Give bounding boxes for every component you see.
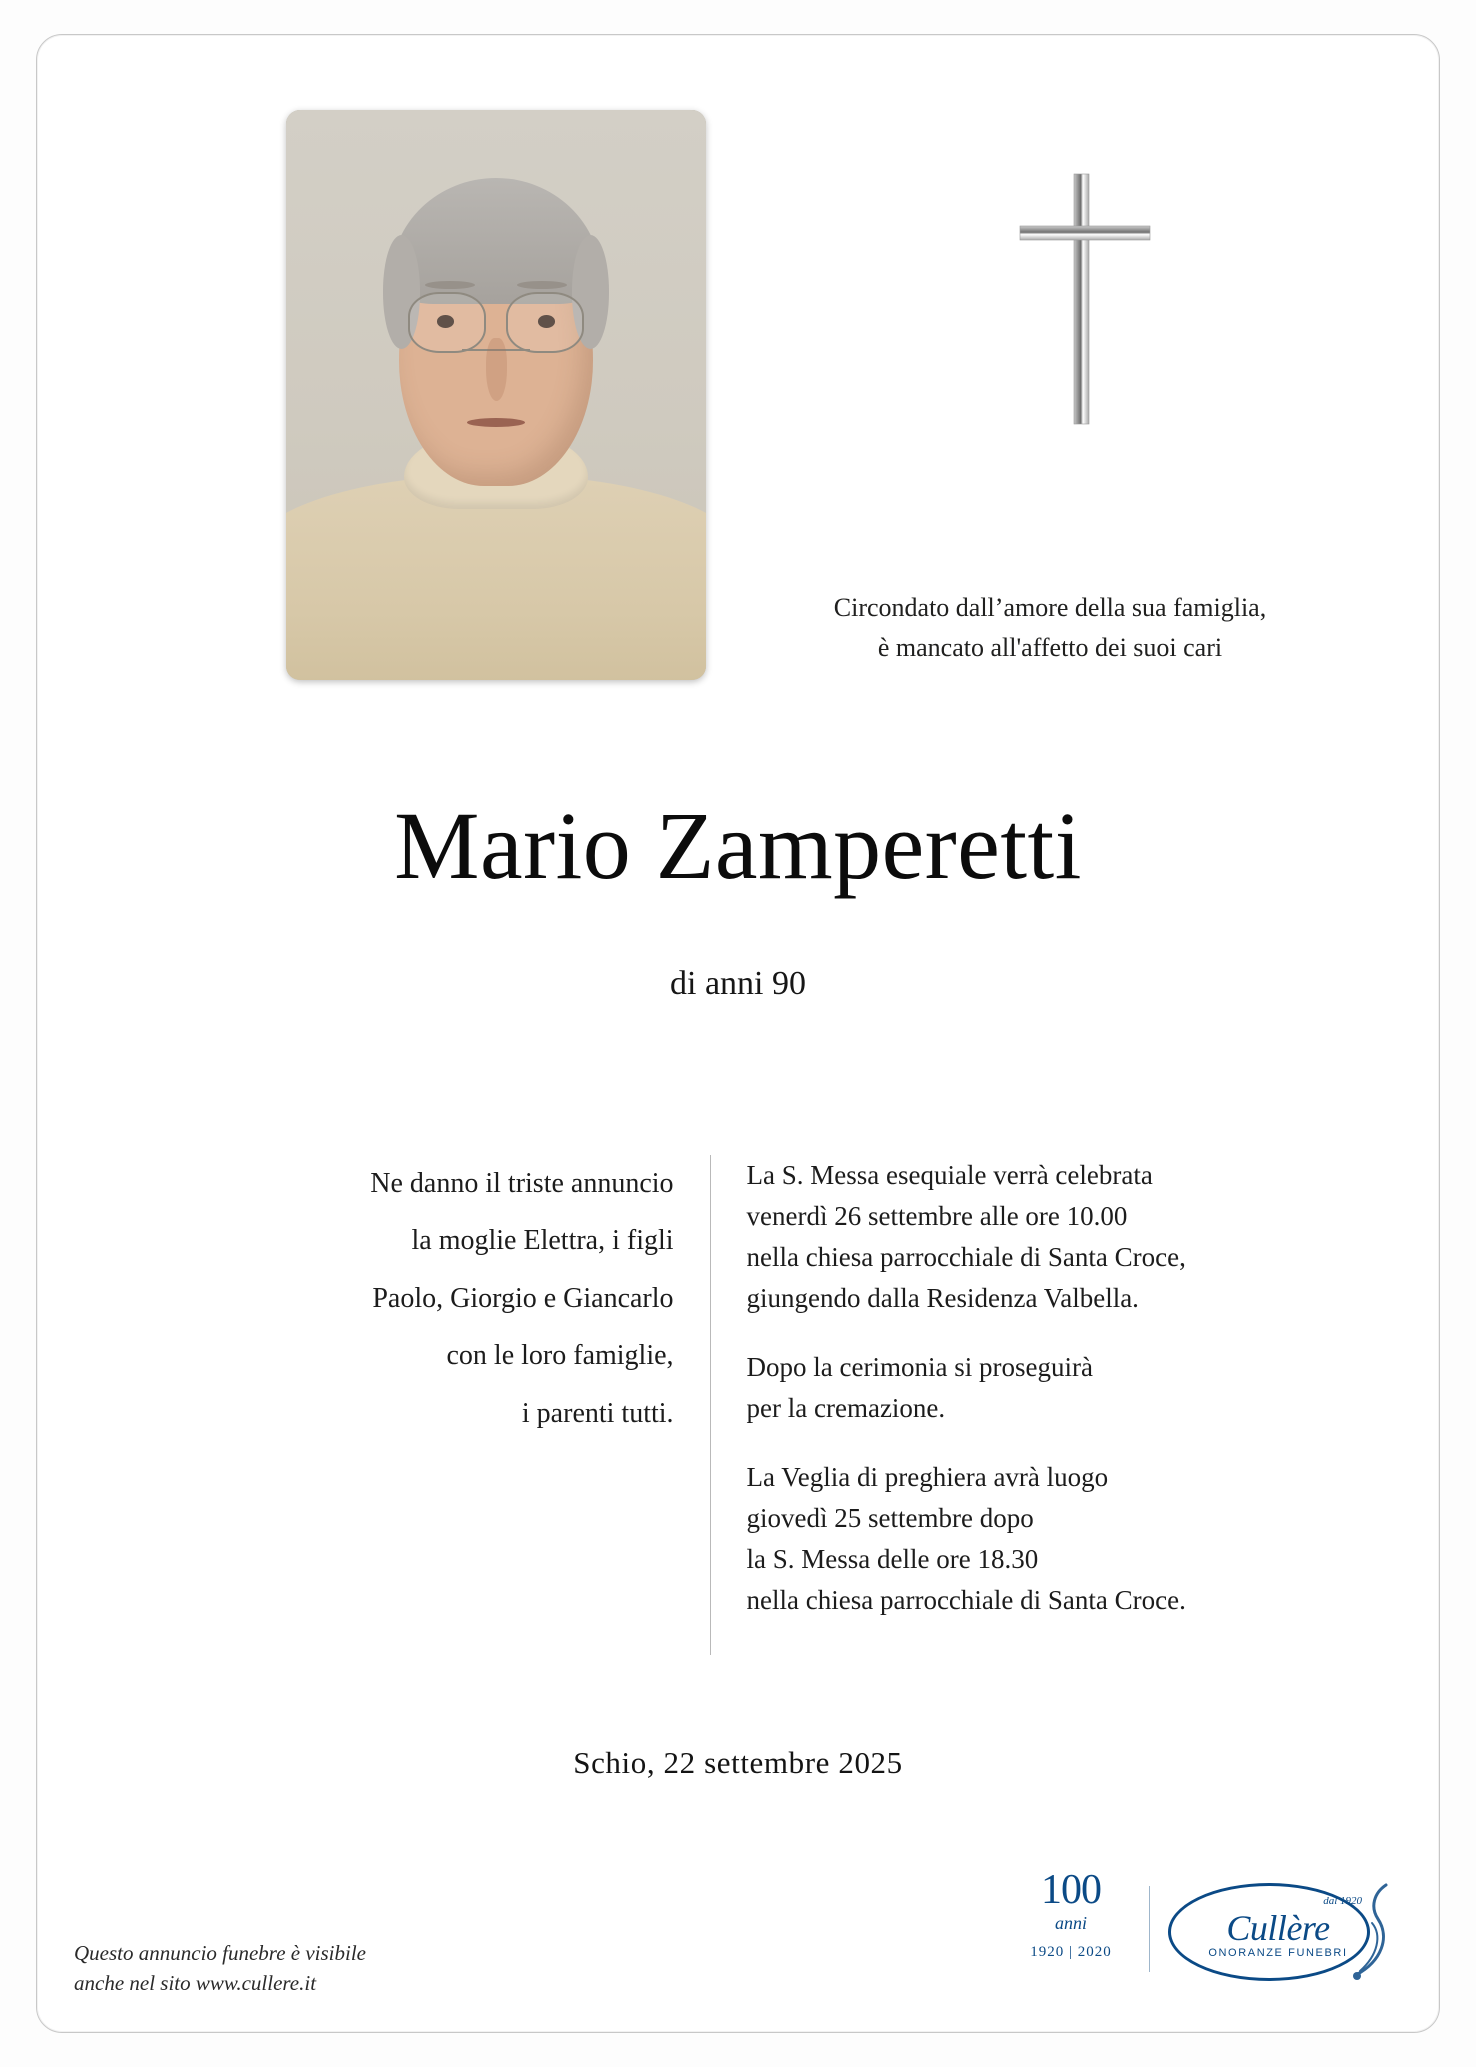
service-line: La Veglia di preghiera avrà luogo xyxy=(746,1462,1109,1493)
deceased-name: Mario Zamperetti xyxy=(394,792,1082,899)
page-border xyxy=(36,34,1440,2033)
intro-line: Circondato dall’amore della sua famiglia, xyxy=(833,593,1267,622)
service-column xyxy=(711,1155,1250,1655)
family-line: la moglie Elettra, i figli xyxy=(411,1225,674,1257)
anniversary-word: anni xyxy=(1054,1913,1087,1933)
latin-cross-icon xyxy=(1010,170,1170,430)
service-line: venerdì 26 settembre alle ore 10.00 xyxy=(746,1201,1128,1232)
place-and-date: Schio, 22 settembre 2025 xyxy=(573,1745,903,1780)
service-line: La S. Messa esequiale verrà celebrata xyxy=(746,1160,1153,1190)
service-line: giungendo dalla Residenza Valbella. xyxy=(746,1283,1139,1314)
service-line: per la cremazione. xyxy=(746,1393,946,1424)
service-line: la S. Messa delle ore 18.30 xyxy=(746,1544,1039,1575)
service-block-mass xyxy=(747,1155,1250,1319)
service-line: nella chiesa parrocchiale di Santa Croce. xyxy=(746,1585,1186,1616)
portrait-photo xyxy=(286,110,706,680)
service-line: giovedì 25 settembre dopo xyxy=(746,1503,1034,1534)
family-column xyxy=(250,1155,710,1655)
anniversary-years: 1920 | 2020 xyxy=(1030,1944,1112,1960)
service-block-vigil xyxy=(747,1457,1250,1621)
footer-logos xyxy=(1011,1869,1388,1989)
family-line: con le loro famiglie, xyxy=(446,1340,674,1372)
service-block-cremation xyxy=(747,1347,1250,1429)
intro-text xyxy=(740,588,1360,667)
company-logo xyxy=(1168,1869,1388,1989)
family-line: i parenti tutti. xyxy=(521,1397,674,1429)
website-note xyxy=(74,1938,366,1999)
anniversary-number: 100 xyxy=(1041,1867,1101,1913)
service-line: nella chiesa parrocchiale di Santa Croce, xyxy=(746,1242,1186,1273)
anniversary-logo xyxy=(1011,1869,1131,1989)
deceased-age: di anni 90 xyxy=(670,965,806,1002)
family-line: Ne danno il triste annuncio xyxy=(370,1168,674,1199)
service-line: Dopo la cerimonia si proseguirà xyxy=(746,1352,1093,1383)
website-note-line: Questo annuncio funebre è visibile xyxy=(74,1941,366,1965)
website-note-line: anche nel sito www.cullere.it xyxy=(74,1971,317,1996)
company-subtitle: ONORANZE FUNEBRI xyxy=(1208,1947,1348,1959)
announcement-columns xyxy=(250,1155,1250,1655)
intro-line: è mancato all'affetto dei suoi cari xyxy=(877,632,1223,662)
company-name: Cullère xyxy=(1226,1908,1330,1948)
family-line: Paolo, Giorgio e Giancarlo xyxy=(372,1282,674,1314)
flourish-icon xyxy=(1348,1875,1394,1990)
company-since: dal 1920 xyxy=(1323,1895,1362,1907)
logo-divider xyxy=(1149,1886,1150,1972)
